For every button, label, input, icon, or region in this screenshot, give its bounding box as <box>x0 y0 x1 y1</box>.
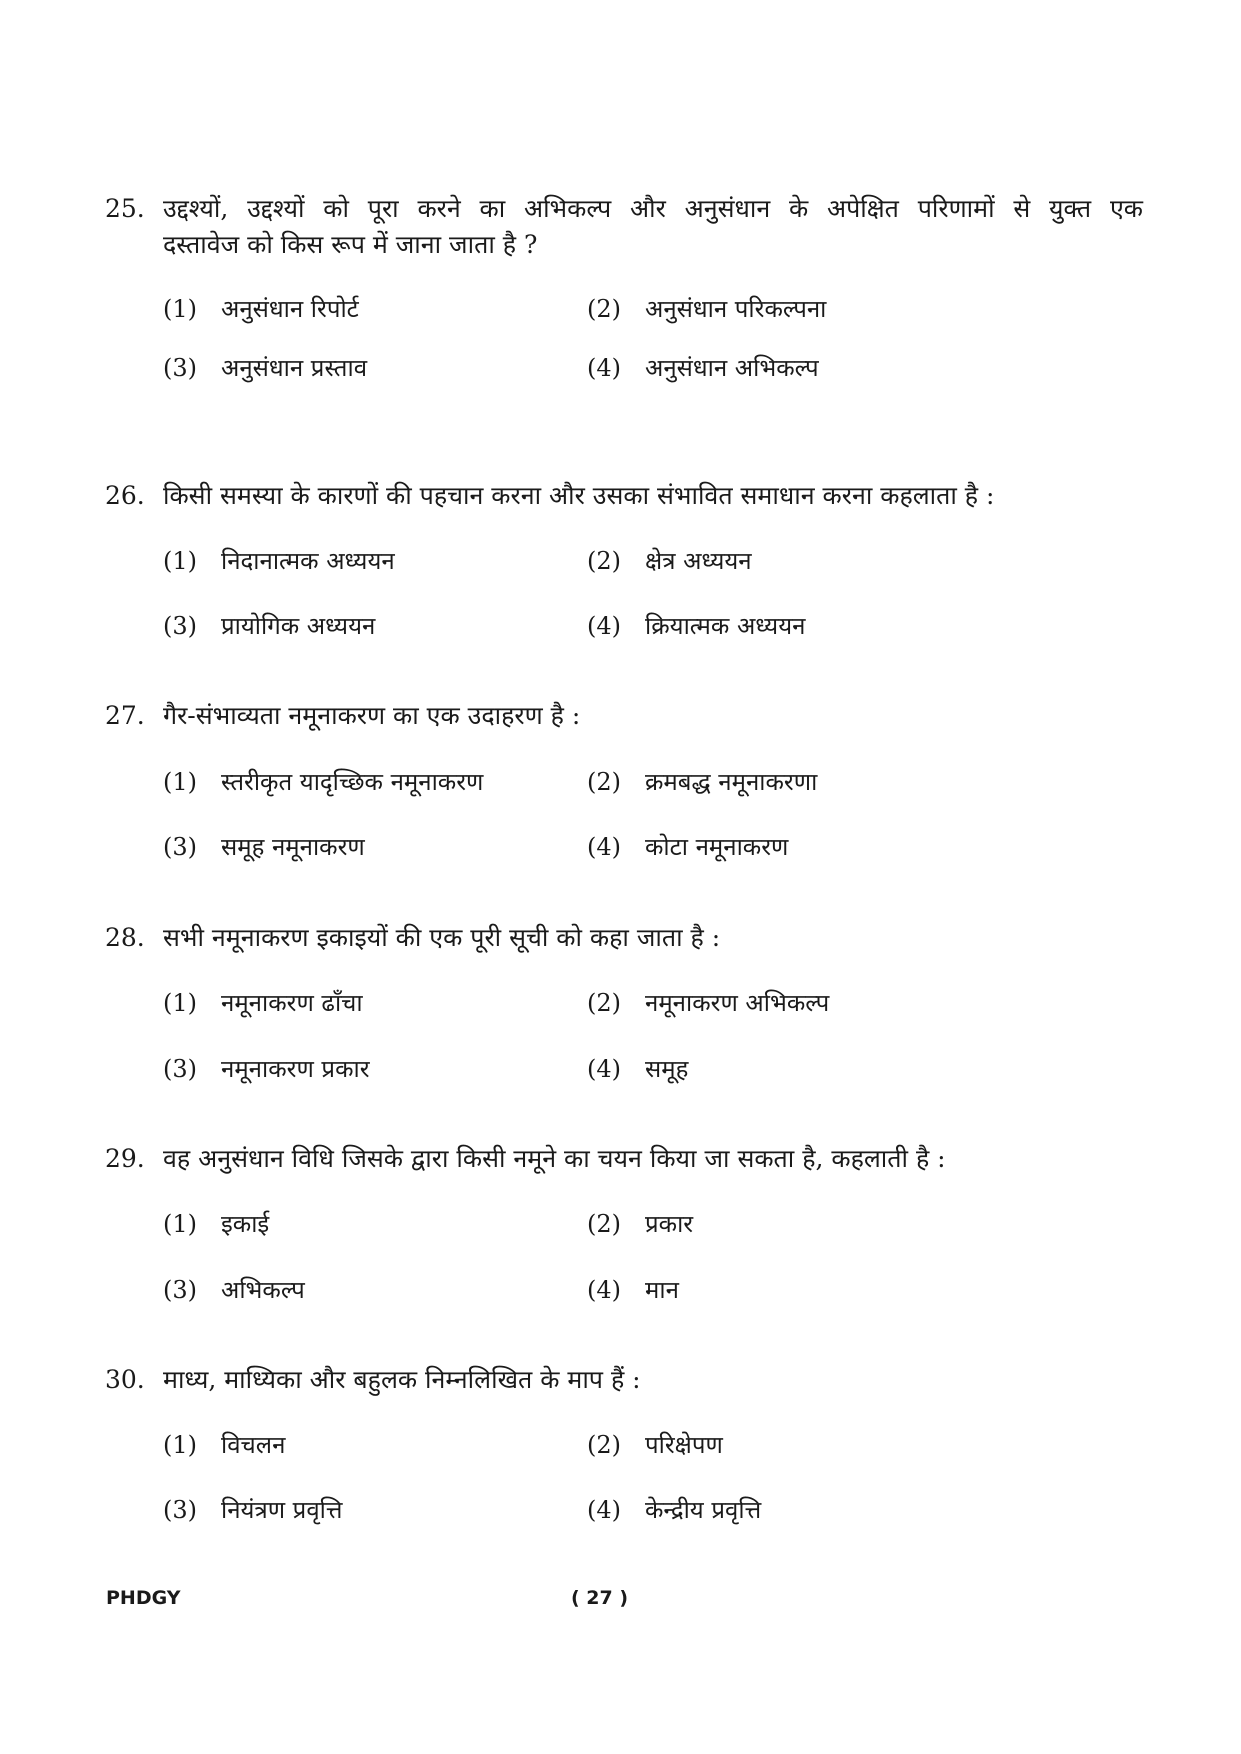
option-2 <box>587 291 826 327</box>
option-number: (3) <box>163 1055 197 1083</box>
option-number: (4) <box>587 1055 621 1083</box>
question-text: गैर-संभाव्यता नमूनाकरण का एक उदाहरण है : <box>163 701 581 730</box>
option-text: केन्द्रीय प्रवृत्ति <box>645 1496 762 1524</box>
option-number: (4) <box>587 1496 621 1524</box>
option-text: विचलन <box>221 1431 286 1459</box>
question-number: 26. <box>105 481 145 510</box>
option-3 <box>163 1272 305 1308</box>
option-number: (4) <box>587 833 621 861</box>
option-number: (4) <box>587 612 621 640</box>
option-text: कोटा नमूनाकरण <box>645 833 789 861</box>
question-number: 30. <box>105 1365 145 1394</box>
option-2 <box>587 1206 693 1242</box>
option-text: प्रकार <box>645 1210 694 1238</box>
option-number: (2) <box>587 1431 621 1459</box>
option-text: निदानात्मक अध्ययन <box>221 547 395 575</box>
option-number: (3) <box>163 354 197 382</box>
option-1 <box>163 543 395 579</box>
option-text: क्रमबद्ध नमूनाकरणा <box>645 768 818 796</box>
option-number: (4) <box>587 354 621 382</box>
option-4 <box>587 829 788 865</box>
option-number: (1) <box>163 295 197 323</box>
option-1 <box>163 291 359 327</box>
option-text: नमूनाकरण अभिकल्प <box>645 989 830 1017</box>
question-text: वह अनुसंधान विधि जिसके द्वारा किसी नमूने का चयन किया जा सकता है, कहलाती है : <box>163 1144 946 1173</box>
option-number: (1) <box>163 1210 197 1238</box>
option-number: (3) <box>163 833 197 861</box>
option-text: अनुसंधान प्रस्ताव <box>221 354 368 382</box>
option-1 <box>163 764 483 800</box>
option-number: (4) <box>587 1276 621 1304</box>
option-text: क्रियात्मक अध्ययन <box>645 612 806 640</box>
option-2 <box>587 764 817 800</box>
option-text: परिक्षेपण <box>645 1431 723 1459</box>
option-text: इकाई <box>221 1210 270 1238</box>
option-number: (2) <box>587 989 621 1017</box>
option-text: स्तरीकृत यादृच्छिक नमूनाकरण <box>221 768 484 796</box>
option-4 <box>587 1492 761 1528</box>
option-number: (1) <box>163 768 197 796</box>
option-2 <box>587 543 752 579</box>
option-number: (3) <box>163 612 197 640</box>
option-2 <box>587 1427 723 1463</box>
option-number: (3) <box>163 1276 197 1304</box>
option-number: (3) <box>163 1496 197 1524</box>
option-number: (2) <box>587 1210 621 1238</box>
question-text: किसी समस्या के कारणों की पहचान करना और उसका संभावित समाधान करना कहलाता है : <box>163 481 995 510</box>
option-text: अभिकल्प <box>221 1276 305 1304</box>
option-3 <box>163 829 365 865</box>
question-text: उद्दश्यों, उद्दश्यों को पूरा करने का अभिकल्प और अनुसंधान के अपेक्षित परिणामों से युक्त एक <box>163 194 1143 223</box>
question-text: माध्य, माध्यिका और बहुलक निम्नलिखित के माप हैं : <box>163 1365 641 1394</box>
option-4 <box>587 1051 688 1087</box>
page-number: ( 27 ) <box>571 1587 629 1609</box>
option-text: अनुसंधान अभिकल्प <box>645 354 819 382</box>
option-1 <box>163 1206 269 1242</box>
course-code: PHDGY <box>106 1587 181 1609</box>
option-number: (2) <box>587 295 621 323</box>
option-4 <box>587 350 819 386</box>
option-1 <box>163 1427 285 1463</box>
option-text: समूह नमूनाकरण <box>221 833 365 861</box>
question-text: सभी नमूनाकरण इकाइयों की एक पूरी सूची को कहा जाता है : <box>163 923 721 952</box>
option-text: नमूनाकरण ढाँचा <box>221 989 363 1017</box>
option-text: अनुसंधान परिकल्पना <box>645 295 827 323</box>
option-number: (1) <box>163 547 197 575</box>
option-3 <box>163 1051 370 1087</box>
option-number: (1) <box>163 989 197 1017</box>
option-1 <box>163 985 363 1021</box>
option-number: (2) <box>587 547 621 575</box>
option-3 <box>163 1492 343 1528</box>
option-4 <box>587 608 805 644</box>
question-number: 27. <box>105 701 145 730</box>
question-text-continued: दस्तावेज को किस रूप में जाना जाता है ? <box>163 230 538 259</box>
option-3 <box>163 350 367 386</box>
question-number: 28. <box>105 923 145 952</box>
option-text: अनुसंधान रिपोर्ट <box>221 295 359 323</box>
option-text: प्रायोगिक अध्ययन <box>221 612 376 640</box>
option-text: नियंत्रण प्रवृत्ति <box>221 1496 343 1524</box>
question-number: 29. <box>105 1144 145 1173</box>
option-2 <box>587 985 829 1021</box>
option-text: नमूनाकरण प्रकार <box>221 1055 370 1083</box>
option-4 <box>587 1272 679 1308</box>
option-number: (1) <box>163 1431 197 1459</box>
option-text: क्षेत्र अध्ययन <box>645 547 752 575</box>
option-text: मान <box>645 1276 679 1304</box>
option-number: (2) <box>587 768 621 796</box>
question-number: 25. <box>105 194 145 223</box>
option-text: समूह <box>645 1055 689 1083</box>
option-3 <box>163 608 375 644</box>
